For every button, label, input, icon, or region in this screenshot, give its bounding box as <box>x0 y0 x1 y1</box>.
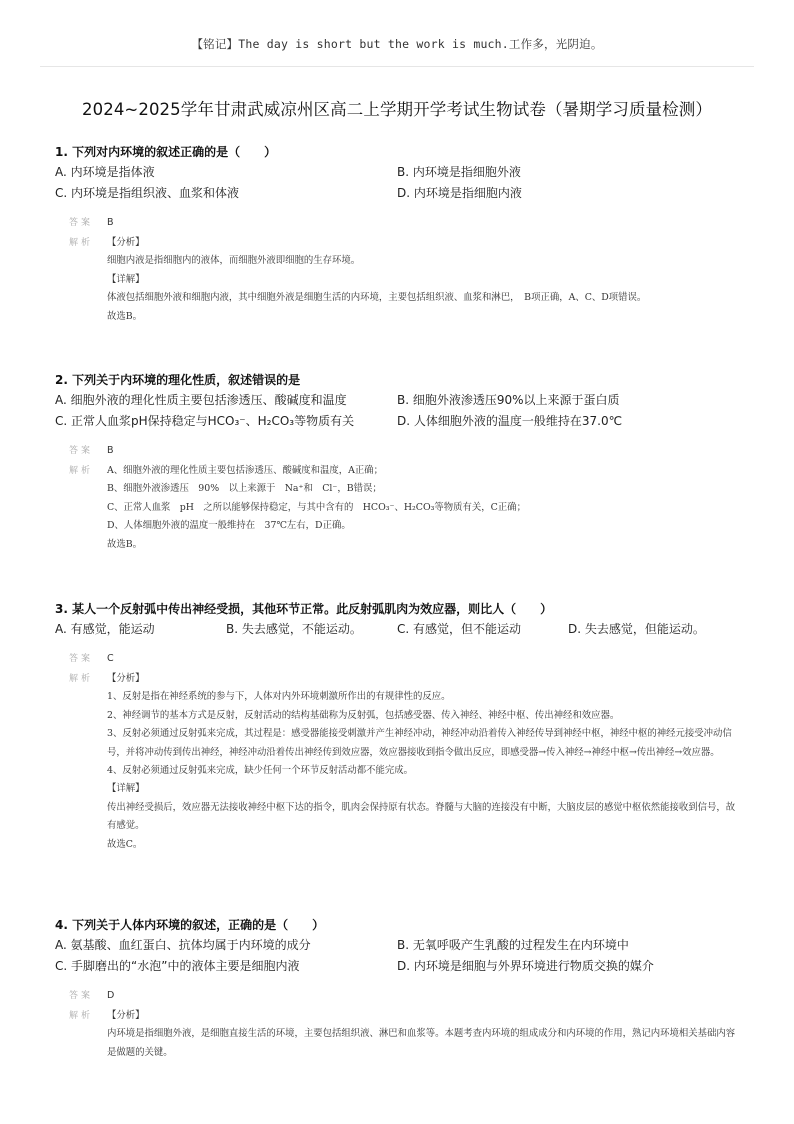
option-a: A. 内环境是指体液 <box>55 165 155 179</box>
explanation-label: 解析 <box>69 238 94 248</box>
explanation-line: 体液包括细胞外液和细胞内液，其中细胞外液是细胞生活的内环境，主要包括组织液、血浆和淋巴， B项正确，A、C、D项错误。 <box>107 292 647 304</box>
option-b: B. 细胞外液渗透压90%以上来源于蛋白质 <box>397 393 620 407</box>
answer-value: B <box>107 217 114 228</box>
option-d: D. 人体细胞外液的温度一般维持在37.0℃ <box>397 414 623 428</box>
explanation-line: C、正常人血浆 pH 之所以能够保持稳定，与其中含有的 HCO₃⁻、H₂CO₃等物质有关，C正确； <box>107 501 526 513</box>
question-stem: 4. 下列关于人体内环境的叙述，正确的是（ ） <box>55 918 325 932</box>
option-a: A. 细胞外液的理化性质主要包括渗透压、酸碱度和温度 <box>55 393 347 407</box>
option-a: A. 氨基酸、血红蛋白、抗体均属于内环境的成分 <box>55 938 311 952</box>
answer-row <box>55 985 739 1007</box>
answer-value: B <box>107 445 114 456</box>
explanation-label: 解析 <box>69 674 94 684</box>
option-c: C. 内环境是指组织液、血浆和体液 <box>55 186 240 200</box>
explanation-line: 故选B。 <box>107 538 143 550</box>
answer-row <box>55 648 739 670</box>
option-c: C. 手脚磨出的“水泡”中的液体主要是细胞内液 <box>55 959 300 973</box>
answer-value: C <box>107 653 114 664</box>
explanation-line: 【分析】 <box>107 1010 145 1021</box>
explanation-block <box>55 234 739 326</box>
explanation-line: 故选C。 <box>107 838 143 850</box>
option-b: B. 内环境是指细胞外液 <box>397 165 521 179</box>
question-stem: 2. 下列关于内环境的理化性质，叙述错误的是 <box>55 373 301 387</box>
answer-label: 答案 <box>69 218 94 228</box>
answer-label: 答案 <box>69 991 94 1001</box>
question-1 <box>55 142 739 326</box>
explanation-line: 内环境是指细胞外液，是细胞直接生活的环境，主要包括组织液、淋巴和血浆等。本题考查内环境的组成成分和内环境的作用，熟记内环境相关基础内容是做题的关键。 <box>107 1028 736 1058</box>
answer-label: 答案 <box>69 446 94 456</box>
explanation-line: D、人体细胞外液的温度一般维持在 37℃左右，D正确。 <box>107 520 351 532</box>
explanation-line: 【分析】 <box>107 673 145 684</box>
explanation-line: 4、反射必须通过反射弧来完成，缺少任何一个环节反射活动都不能完成。 <box>107 765 413 777</box>
explanation-line: 【详解】 <box>107 783 145 795</box>
question-stem: 3. 某人一个反射弧中传出神经受损，其他环节正常。此反射弧肌肉为效应器，则比人（ ） <box>55 602 553 616</box>
question-2 <box>55 370 739 554</box>
option-c: C. 有感觉，但不能运动 <box>397 622 522 636</box>
question-stem: 1. 下列对内环境的叙述正确的是（ ） <box>55 145 277 159</box>
question-3 <box>55 599 739 854</box>
explanation-line: 传出神经受损后，效应器无法接收神经中枢下达的指令，肌肉会保持原有状态。脊髓与大脑的连接没有中断，大脑皮层的感觉中枢依然能接收到信号，故有感觉。 <box>107 801 736 832</box>
option-d: D. 内环境是细胞与外界环境进行物质交换的媒介 <box>397 959 654 973</box>
answer-row <box>55 440 739 462</box>
option-d: D. 失去感觉，但能运动。 <box>568 622 705 636</box>
page-title: 2024~2025学年甘肃武威凉州区高二上学期开学考试生物试卷（暑期学习质量检测） <box>82 100 712 119</box>
answer-row <box>55 212 739 234</box>
answer-label: 答案 <box>69 654 94 664</box>
option-c: C. 正常人血浆pH保持稳定与HCO₃⁻、H₂CO₃等物质有关 <box>55 414 355 428</box>
header-divider <box>40 66 754 67</box>
option-a: A. 有感觉，能运动 <box>55 622 155 636</box>
explanation-block <box>55 462 739 554</box>
explanation-line: 细胞内液是指细胞内的液体，而细胞外液即细胞的生存环境。 <box>107 255 361 267</box>
explanation-line: A、细胞外液的理化性质主要包括渗透压、酸碱度和温度，A正确； <box>107 465 384 476</box>
option-d: D. 内环境是指细胞内液 <box>397 186 522 200</box>
explanation-label: 解析 <box>69 1011 94 1021</box>
explanation-block <box>55 670 739 854</box>
explanation-line: 3、反射必须通过反射弧来完成，其过程是：感受器能接受刺激并产生神经冲动，神经冲动沿着传入神经传导到神经中枢，神经中枢的神经元接受冲动信号，并将冲动传到传出神经，神经冲动沿着传出神经传到效应器，效应器接收到指令做出反应，即感受器→传入神经→神经中枢→传出神经→效应器。 <box>107 728 732 758</box>
explanation-line: B、细胞外液渗透压 90% 以上来源于 Na⁺和 Cl⁻，B错误； <box>107 483 382 495</box>
option-b: B. 失去感觉，不能运动。 <box>226 622 362 636</box>
explanation-line: 故选B。 <box>107 310 143 322</box>
motto-header: 【铭记】The day is short but the work is much.工作多，光阴迫。 <box>191 37 603 51</box>
explanation-block <box>55 1007 739 1062</box>
answer-value: D <box>107 990 115 1001</box>
explanation-line: 【详解】 <box>107 273 145 285</box>
explanation-line: 1、反射是指在神经系统的参与下，人体对内外环境刺激所作出的有规律性的反应。 <box>107 691 451 703</box>
explanation-line: 【分析】 <box>107 237 145 248</box>
question-4 <box>55 915 739 1062</box>
explanation-line: 2、神经调节的基本方式是反射，反射活动的结构基础称为反射弧，包括感受器、传入神经、神经中枢、传出神经和效应器。 <box>107 709 620 721</box>
option-b: B. 无氧呼吸产生乳酸的过程发生在内环境中 <box>397 938 629 952</box>
explanation-label: 解析 <box>69 466 94 476</box>
